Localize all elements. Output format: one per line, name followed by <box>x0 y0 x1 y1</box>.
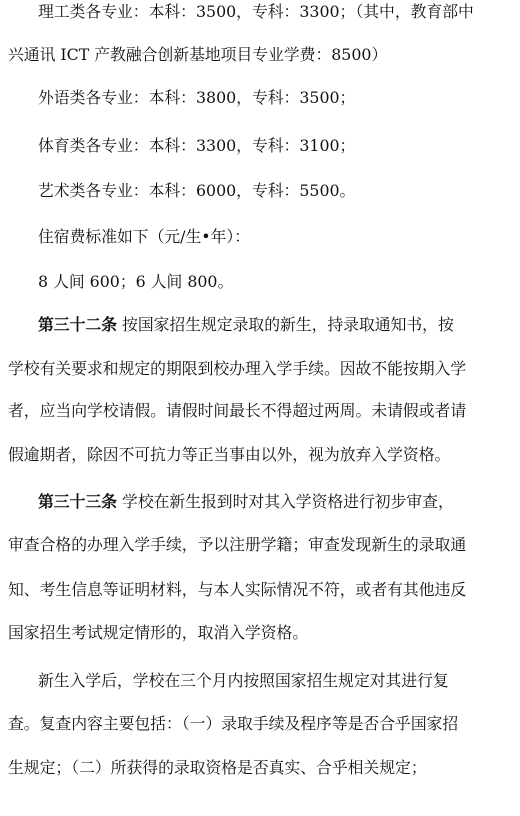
line-text: 学校有关要求和规定的期限到校办理入学手续。因故不能按期入学 <box>8 359 467 378</box>
text-line <box>8 580 520 600</box>
text-line <box>8 623 520 643</box>
article-heading: 第三十三条 <box>38 492 117 511</box>
text-line <box>8 359 520 379</box>
text-line <box>38 315 520 335</box>
text-line <box>8 714 520 734</box>
text-line <box>8 445 520 465</box>
text-line <box>8 535 520 555</box>
line-text: 国家招生考试规定情形的，取消入学资格。 <box>8 623 309 642</box>
text-line <box>38 2 520 22</box>
text-line <box>38 272 520 292</box>
line-text: 者，应当向学校请假。请假时间最长不得超过两周。未请假或者请 <box>8 401 467 420</box>
line-text: 外语类各专业：本科：3800，专科：3500； <box>38 88 356 107</box>
line-text: 兴通讯 ICT 产教融合创新基地项目专业学费：8500） <box>8 45 388 64</box>
line-text: 学校在新生报到时对其入学资格进行初步审查， <box>117 492 454 511</box>
line-text: 查。复查内容主要包括：（一）录取手续及程序等是否合乎国家招 <box>8 714 459 733</box>
line-text: 新生入学后，学校在三个月内按照国家招生规定对其进行复 <box>38 671 449 690</box>
line-text: 知、考生信息等证明材料，与本人实际情况不符，或者有其他违反 <box>8 580 467 599</box>
line-text: 8 人间 600；6 人间 800。 <box>38 272 234 291</box>
line-text: 生规定；（二）所获得的录取资格是否真实、合乎相关规定； <box>8 758 427 777</box>
text-line <box>38 181 520 201</box>
text-line <box>8 758 520 778</box>
text-line <box>38 136 520 156</box>
line-text: 住宿费标准如下（元/生•年）： <box>38 227 251 246</box>
line-text: 假逾期者，除因不可抗力等正当事由以外，视为放弃入学资格。 <box>8 445 451 464</box>
article-heading: 第三十二条 <box>38 315 117 334</box>
line-text: 按国家招生规定录取的新生，持录取通知书，按 <box>117 315 454 334</box>
line-text: 审查合格的办理入学手续，予以注册学籍；审查发现新生的录取通 <box>8 535 467 554</box>
line-text: 理工类各专业：本科：3500，专科：3300；（其中，教育部中 <box>38 2 474 21</box>
text-line <box>8 45 520 65</box>
text-line <box>38 671 520 691</box>
line-text: 艺术类各专业：本科：6000，专科：5500。 <box>38 181 356 200</box>
text-line <box>8 401 520 421</box>
text-line <box>38 88 520 108</box>
line-text: 体育类各专业：本科：3300，专科：3100； <box>38 136 356 155</box>
text-line <box>38 227 520 247</box>
text-line <box>38 492 520 512</box>
